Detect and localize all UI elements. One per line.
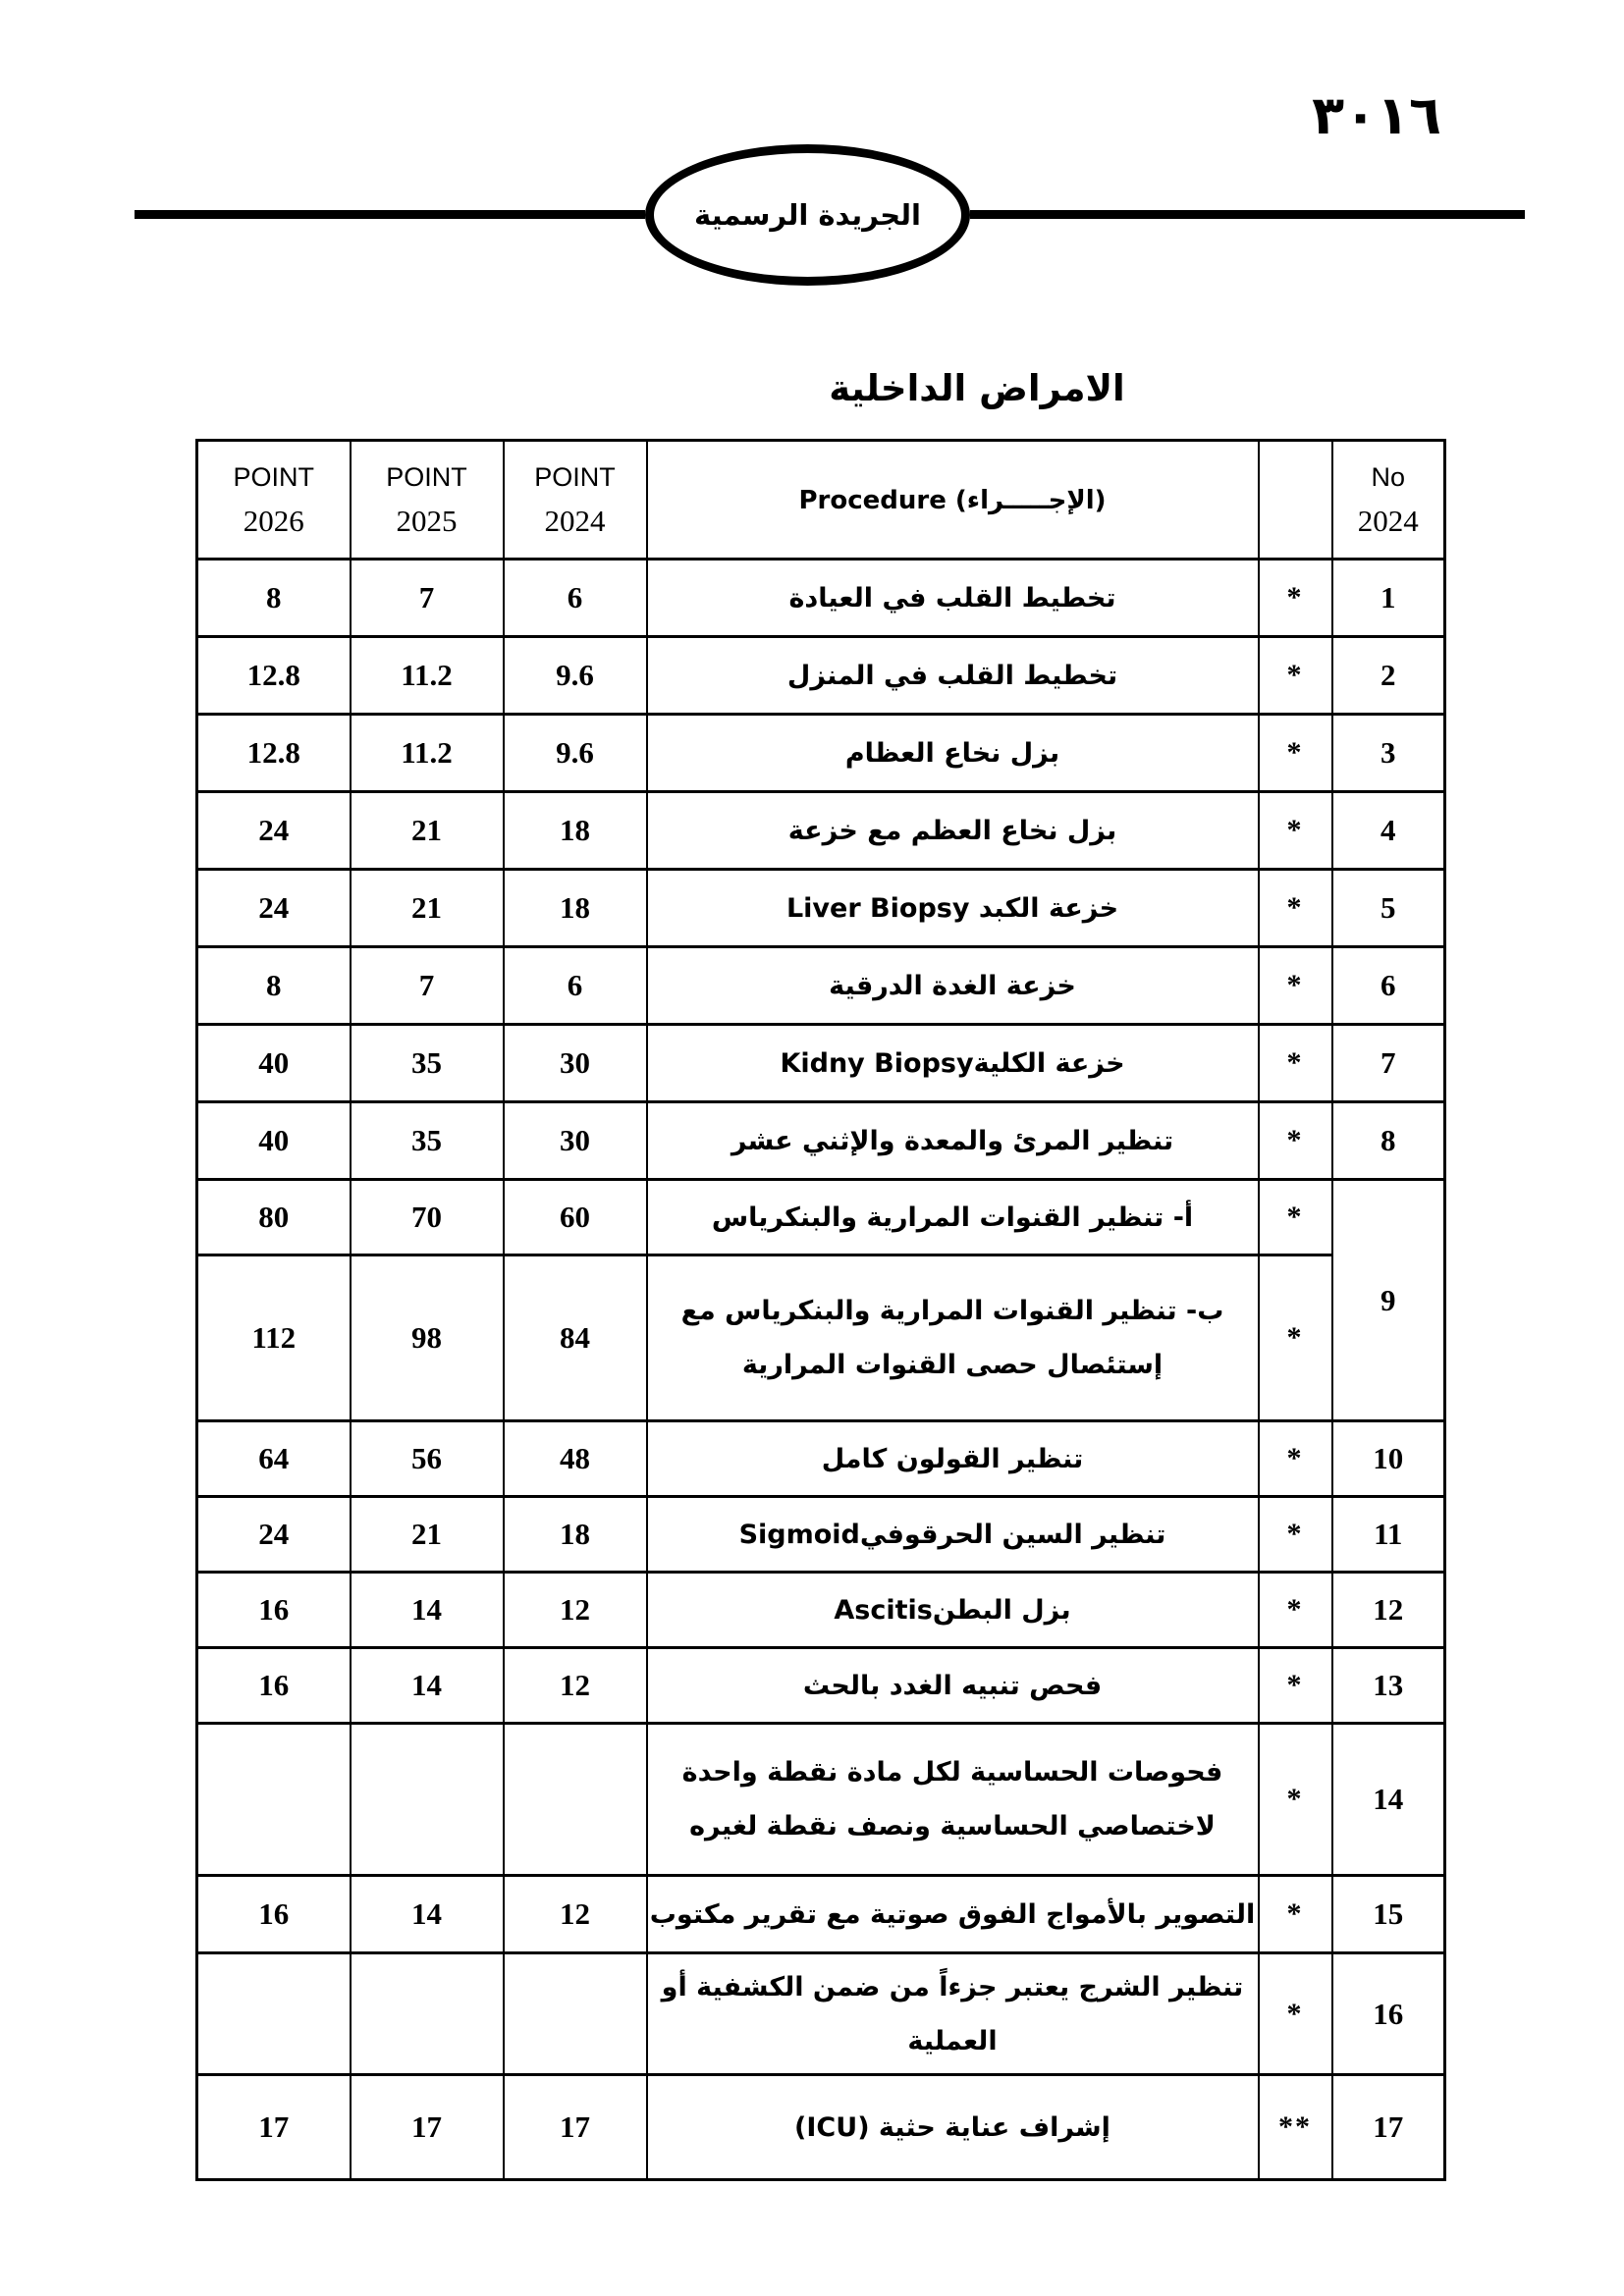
cell-point-2025: 11.2 [351,715,504,792]
cell-point-2026: 8 [197,947,351,1025]
cell-no: 10 [1332,1421,1445,1497]
cell-no: 8 [1332,1102,1445,1180]
cell-point-2025: 98 [351,1255,504,1421]
cell-point-2025: 17 [351,2075,504,2180]
table-body [197,560,1445,2180]
cell-point-2024: 18 [504,1497,647,1573]
cell-point-2024: 60 [504,1180,647,1255]
cell-point-2025: 11.2 [351,637,504,715]
cell-point-2024: 6 [504,947,647,1025]
table-row-17 [197,2075,1445,2180]
cell-no: 16 [1332,1953,1445,2075]
cell-procedure: التصوير بالأمواج الفوق صوتية مع تقرير مكتوب [647,1876,1259,1953]
cell-star: * [1259,1724,1332,1876]
cell-point-2024: 9.6 [504,715,647,792]
cell-procedure: أ- تنظير القنوات المرارية والبنكرياس [647,1180,1259,1255]
cell-procedure: ب- تنظير القنوات المرارية والبنكرياس مع إستئصال حصى القنوات المرارية [647,1255,1259,1421]
cell-point-2026: 24 [197,870,351,947]
cell-point-2025: 7 [351,560,504,637]
cell-no: 12 [1332,1573,1445,1648]
cell-point-2026: 16 [197,1648,351,1724]
cell-star: * [1259,637,1332,715]
cell-procedure: فحوصات الحساسية لكل مادة نقطة واحدة لاختصاصي الحساسية ونصف نقطة لغيره [647,1724,1259,1876]
table-row-15 [197,1876,1445,1953]
cell-star: * [1259,1497,1332,1573]
table-row-2 [197,637,1445,715]
page-number: ٣٠١٦ [1312,84,1441,146]
header-star-column [1259,441,1332,560]
cell-point-2025 [351,1953,504,2075]
banner-rule-right [970,210,1525,219]
cell-procedure: خزعة الغدة الدرقية [647,947,1259,1025]
cell-star: * [1259,947,1332,1025]
cell-point-2026: 24 [197,1497,351,1573]
cell-point-2024: 9.6 [504,637,647,715]
cell-point-2025: 14 [351,1648,504,1724]
cell-no: 7 [1332,1025,1445,1102]
header-no-label: No [1371,462,1405,492]
banner-rule-left [135,210,645,219]
table-row-8 [197,1102,1445,1180]
cell-point-2025: 21 [351,1497,504,1573]
table-row-14 [197,1724,1445,1876]
cell-point-2024 [504,1953,647,2075]
cell-no: 13 [1332,1648,1445,1724]
cell-point-2026: 17 [197,2075,351,2180]
cell-procedure: تنظير السين الحرقوفيSigmoid [647,1497,1259,1573]
cell-no: 11 [1332,1497,1445,1573]
cell-star: * [1259,792,1332,870]
cell-procedure: تنظير الشرج يعتبر جزءاً من ضمن الكشفية أو العملية [647,1953,1259,2075]
cell-point-2025: 35 [351,1102,504,1180]
cell-procedure: بزل نخاع العظم مع خزعة [647,792,1259,870]
header-procedure [647,441,1259,560]
header-no-year: 2024 [1357,504,1419,538]
cell-no: 4 [1332,792,1445,870]
cell-point-2024: 48 [504,1421,647,1497]
cell-no-merged-9: 9 [1332,1180,1445,1421]
cell-point-2025: 21 [351,792,504,870]
cell-point-2024: 84 [504,1255,647,1421]
table-row-10 [197,1421,1445,1497]
points-table [195,439,1446,2181]
cell-no: 2 [1332,637,1445,715]
header-point-2025 [351,441,504,560]
cell-procedure: خزعة الكبد Liver Biopsy [647,870,1259,947]
cell-point-2024: 12 [504,1876,647,1953]
cell-star: * [1259,870,1332,947]
table-header [197,441,1445,560]
cell-point-2026: 8 [197,560,351,637]
cell-procedure: خزعة الكليةKidny Biopsy [647,1025,1259,1102]
cell-point-2025: 7 [351,947,504,1025]
cell-no: 14 [1332,1724,1445,1876]
cell-point-2024: 12 [504,1573,647,1648]
table-row-3 [197,715,1445,792]
cell-procedure: بزل نخاع العظام [647,715,1259,792]
cell-star: * [1259,560,1332,637]
cell-star: * [1259,1102,1332,1180]
cell-procedure: تنظير القولون كامل [647,1421,1259,1497]
cell-point-2026: 80 [197,1180,351,1255]
cell-procedure: تخطيط القلب في المنزل [647,637,1259,715]
header-point-2026-year: 2026 [243,504,304,538]
header-procedure-label: Procedure (الإجـــــراء) [798,485,1107,515]
cell-star: * [1259,1025,1332,1102]
cell-point-2025: 14 [351,1573,504,1648]
cell-point-2026: 24 [197,792,351,870]
cell-point-2025: 21 [351,870,504,947]
cell-no: 6 [1332,947,1445,1025]
cell-star: ** [1259,2075,1332,2180]
cell-star: * [1259,1953,1332,2075]
section-title: الامراض الداخلية [829,367,1125,409]
cell-star: * [1259,1648,1332,1724]
table-row-16 [197,1953,1445,2075]
cell-star: * [1259,1573,1332,1648]
cell-point-2026: 40 [197,1102,351,1180]
cell-point-2024: 17 [504,2075,647,2180]
cell-point-2024: 18 [504,792,647,870]
cell-star: * [1259,1421,1332,1497]
cell-point-2024: 30 [504,1025,647,1102]
header-row [197,441,1445,560]
cell-star: * [1259,1180,1332,1255]
cell-point-2024: 18 [504,870,647,947]
table-row-12 [197,1573,1445,1648]
header-point-2026 [197,441,351,560]
header-point-2024-year: 2024 [544,504,606,538]
cell-procedure: تنظير المرئ والمعدة والإثني عشر [647,1102,1259,1180]
cell-procedure: فحص تنبيه الغدد بالحث [647,1648,1259,1724]
cell-point-2025: 14 [351,1876,504,1953]
cell-point-2025: 70 [351,1180,504,1255]
header-point-2024 [504,441,647,560]
table-row-11 [197,1497,1445,1573]
cell-no: 1 [1332,560,1445,637]
cell-point-2026: 12.8 [197,715,351,792]
cell-point-2026: 40 [197,1025,351,1102]
table-row-9a [197,1180,1445,1255]
table-row-6 [197,947,1445,1025]
cell-no: 15 [1332,1876,1445,1953]
cell-point-2024: 12 [504,1648,647,1724]
cell-point-2026: 16 [197,1573,351,1648]
header-point-2025-label: POINT [386,462,467,492]
cell-point-2026: 112 [197,1255,351,1421]
cell-no: 3 [1332,715,1445,792]
header-point-2024-label: POINT [534,462,616,492]
cell-no: 17 [1332,2075,1445,2180]
cell-point-2024 [504,1724,647,1876]
cell-procedure: إشراف عناية حثية (ICU) [647,2075,1259,2180]
cell-point-2025: 35 [351,1025,504,1102]
table-row-9b [197,1255,1445,1421]
cell-point-2024: 30 [504,1102,647,1180]
cell-point-2026 [197,1724,351,1876]
cell-procedure: بزل البطنAscitis [647,1573,1259,1648]
cell-star: * [1259,1876,1332,1953]
gazette-banner-label: الجريدة الرسمية [694,198,921,232]
header-point-2025-year: 2025 [396,504,458,538]
table-row-1 [197,560,1445,637]
gazette-banner-oval [645,144,970,286]
cell-point-2026: 16 [197,1876,351,1953]
cell-no: 5 [1332,870,1445,947]
cell-point-2026: 64 [197,1421,351,1497]
table-row-5 [197,870,1445,947]
table-row-13 [197,1648,1445,1724]
header-no [1332,441,1445,560]
table-row-7 [197,1025,1445,1102]
table-row-4 [197,792,1445,870]
cell-procedure: تخطيط القلب في العيادة [647,560,1259,637]
cell-point-2026: 12.8 [197,637,351,715]
cell-star: * [1259,1255,1332,1421]
cell-point-2026 [197,1953,351,2075]
cell-point-2025: 56 [351,1421,504,1497]
cell-point-2024: 6 [504,560,647,637]
cell-point-2025 [351,1724,504,1876]
header-point-2026-label: POINT [233,462,314,492]
cell-star: * [1259,715,1332,792]
